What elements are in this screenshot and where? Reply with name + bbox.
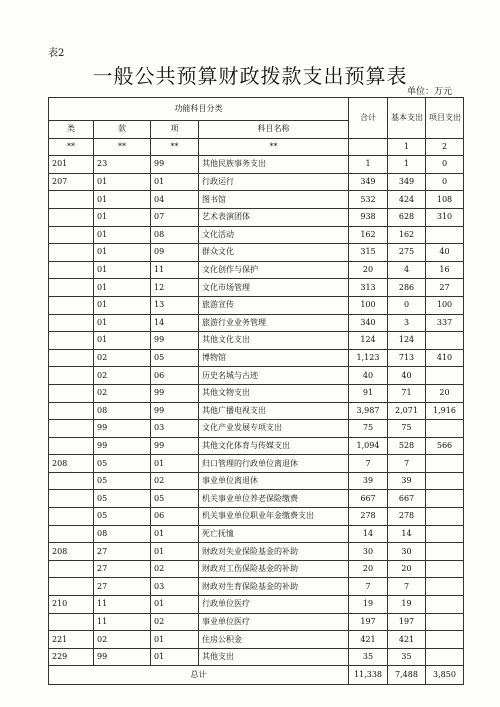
header-row-group — [49, 98, 464, 121]
cell-lei: 210 — [49, 596, 94, 614]
cell-total: 124 — [349, 332, 388, 350]
cell-lei: 208 — [49, 543, 94, 561]
marker-lei: ** — [49, 138, 94, 156]
table-row — [49, 472, 464, 490]
table-number: 表2 — [48, 48, 65, 59]
cell-lei — [49, 560, 94, 578]
cell-kuan: 01 — [94, 208, 151, 226]
marker-name: ** — [199, 138, 349, 156]
cell-xiang: 01 — [151, 525, 199, 543]
cell-lei — [49, 332, 94, 350]
table-row — [49, 314, 464, 332]
cell-lei — [49, 402, 94, 420]
cell-name: 机关事业单位养老保险缴费 — [199, 490, 349, 508]
marker-basic: 1 — [388, 138, 426, 156]
cell-kuan: 01 — [94, 244, 151, 262]
table-row — [49, 349, 464, 367]
cell-xiang: 01 — [151, 596, 199, 614]
cell-project — [426, 578, 464, 596]
cell-xiang: 03 — [151, 578, 199, 596]
cell-kuan: 01 — [94, 279, 151, 297]
cell-basic: 39 — [388, 472, 426, 490]
total-total: 11,338 — [349, 666, 388, 685]
cell-basic: 40 — [388, 367, 426, 385]
cell-kuan: 08 — [94, 525, 151, 543]
cell-total: 938 — [349, 208, 388, 226]
cell-project — [426, 560, 464, 578]
cell-project: 27 — [426, 279, 464, 297]
cell-lei — [49, 244, 94, 262]
cell-name: 财政对生育保险基金的补助 — [199, 578, 349, 596]
cell-kuan: 01 — [94, 173, 151, 191]
cell-total: 3,987 — [349, 402, 388, 420]
cell-project: 100 — [426, 296, 464, 314]
cell-name: 其他文化体育与传媒支出 — [199, 437, 349, 455]
cell-project: 337 — [426, 314, 464, 332]
table-row — [49, 296, 464, 314]
cell-total: 20 — [349, 560, 388, 578]
cell-basic: 20 — [388, 560, 426, 578]
cell-lei — [49, 208, 94, 226]
cell-total: 7 — [349, 455, 388, 473]
cell-kuan: 02 — [94, 631, 151, 649]
table-row — [49, 402, 464, 420]
cell-basic: 421 — [388, 631, 426, 649]
cell-lei — [49, 226, 94, 244]
cell-xiang: 01 — [151, 455, 199, 473]
cell-basic: 3 — [388, 314, 426, 332]
cell-basic: 124 — [388, 332, 426, 350]
cell-basic: 275 — [388, 244, 426, 262]
cell-kuan: 23 — [94, 156, 151, 174]
table-row — [49, 455, 464, 473]
cell-lei — [49, 472, 94, 490]
cell-project: 108 — [426, 191, 464, 209]
cell-xiang: 02 — [151, 472, 199, 490]
cell-xiang: 13 — [151, 296, 199, 314]
cell-basic: 7 — [388, 578, 426, 596]
table-row — [49, 631, 464, 649]
cell-project — [426, 455, 464, 473]
cell-total: 40 — [349, 367, 388, 385]
table-row — [49, 420, 464, 438]
table-row — [49, 613, 464, 631]
cell-total: 313 — [349, 279, 388, 297]
cell-name: 其他文化支出 — [199, 332, 349, 350]
header-row-markers — [49, 138, 464, 156]
cell-xiang: 02 — [151, 613, 199, 631]
header-group: 功能科目分类 — [49, 98, 349, 121]
cell-name: 艺术表演团体 — [199, 208, 349, 226]
cell-name: 文化产业发展专项支出 — [199, 420, 349, 438]
budget-table — [48, 97, 464, 685]
cell-name: 死亡抚恤 — [199, 525, 349, 543]
header-name: 科目名称 — [199, 121, 349, 139]
cell-kuan: 01 — [94, 296, 151, 314]
cell-project — [426, 648, 464, 666]
table-row — [49, 508, 464, 526]
cell-lei: 221 — [49, 631, 94, 649]
cell-kuan: 02 — [94, 367, 151, 385]
cell-basic: 286 — [388, 279, 426, 297]
header-project: 项目支出 — [426, 98, 464, 139]
table-row — [49, 173, 464, 191]
cell-project: 0 — [426, 156, 464, 174]
cell-xiang: 04 — [151, 191, 199, 209]
cell-basic: 424 — [388, 191, 426, 209]
cell-total: 30 — [349, 543, 388, 561]
marker-xiang: ** — [151, 138, 199, 156]
cell-total: 197 — [349, 613, 388, 631]
cell-project: 410 — [426, 349, 464, 367]
cell-lei — [49, 349, 94, 367]
total-basic: 7,488 — [388, 666, 426, 685]
cell-xiang: 01 — [151, 631, 199, 649]
cell-name: 行政单位医疗 — [199, 596, 349, 614]
cell-total: 1,094 — [349, 437, 388, 455]
cell-project — [426, 525, 464, 543]
cell-total: 14 — [349, 525, 388, 543]
cell-total: 75 — [349, 420, 388, 438]
cell-lei — [49, 613, 94, 631]
cell-name: 事业单位医疗 — [199, 613, 349, 631]
cell-kuan: 27 — [94, 560, 151, 578]
cell-lei — [49, 578, 94, 596]
header-xiang: 项 — [151, 121, 199, 139]
cell-project: 20 — [426, 384, 464, 402]
cell-kuan: 05 — [94, 455, 151, 473]
header-kuan: 款 — [94, 121, 151, 139]
cell-total: 340 — [349, 314, 388, 332]
cell-basic: 197 — [388, 613, 426, 631]
cell-xiang: 01 — [151, 648, 199, 666]
cell-xiang: 99 — [151, 332, 199, 350]
cell-project: 0 — [426, 173, 464, 191]
cell-basic: 0 — [388, 296, 426, 314]
cell-lei — [49, 490, 94, 508]
table-row — [49, 208, 464, 226]
cell-name: 博物馆 — [199, 349, 349, 367]
cell-total: 421 — [349, 631, 388, 649]
cell-project — [426, 543, 464, 561]
cell-basic: 35 — [388, 648, 426, 666]
cell-basic: 713 — [388, 349, 426, 367]
header-total: 合计 — [349, 98, 388, 139]
table-row — [49, 648, 464, 666]
cell-project — [426, 631, 464, 649]
cell-kuan: 01 — [94, 191, 151, 209]
unit-label: 单位：万元 — [406, 87, 452, 97]
cell-xiang: 05 — [151, 349, 199, 367]
cell-lei — [49, 296, 94, 314]
marker-kuan: ** — [94, 138, 151, 156]
cell-kuan: 27 — [94, 543, 151, 561]
cell-lei — [49, 420, 94, 438]
cell-total: 667 — [349, 490, 388, 508]
cell-kuan: 27 — [94, 578, 151, 596]
cell-lei — [49, 508, 94, 526]
table-row — [49, 191, 464, 209]
cell-kuan: 99 — [94, 648, 151, 666]
cell-project — [426, 508, 464, 526]
cell-project — [426, 226, 464, 244]
cell-name: 旅游行业业务管理 — [199, 314, 349, 332]
cell-basic: 628 — [388, 208, 426, 226]
cell-name: 住房公积金 — [199, 631, 349, 649]
cell-basic: 4 — [388, 261, 426, 279]
cell-kuan: 02 — [94, 349, 151, 367]
cell-total: 19 — [349, 596, 388, 614]
cell-project: 310 — [426, 208, 464, 226]
cell-xiang: 12 — [151, 279, 199, 297]
cell-name: 群众文化 — [199, 244, 349, 262]
total-row — [49, 666, 464, 685]
cell-total: 532 — [349, 191, 388, 209]
cell-project: 1,916 — [426, 402, 464, 420]
table-row — [49, 332, 464, 350]
cell-basic: 162 — [388, 226, 426, 244]
cell-lei — [49, 261, 94, 279]
cell-lei — [49, 191, 94, 209]
cell-project — [426, 472, 464, 490]
table-row — [49, 560, 464, 578]
cell-total: 315 — [349, 244, 388, 262]
cell-basic: 667 — [388, 490, 426, 508]
cell-kuan: 99 — [94, 437, 151, 455]
cell-kuan: 11 — [94, 613, 151, 631]
cell-lei — [49, 314, 94, 332]
cell-kuan: 99 — [94, 420, 151, 438]
cell-name: 旅游宣传 — [199, 296, 349, 314]
cell-name: 文化市场管理 — [199, 279, 349, 297]
cell-xiang: 99 — [151, 156, 199, 174]
cell-xiang: 14 — [151, 314, 199, 332]
cell-kuan: 05 — [94, 508, 151, 526]
header-lei: 类 — [49, 121, 94, 139]
cell-kuan: 01 — [94, 226, 151, 244]
table-row — [49, 367, 464, 385]
cell-xiang: 05 — [151, 490, 199, 508]
cell-kuan: 01 — [94, 332, 151, 350]
cell-name: 图书馆 — [199, 191, 349, 209]
table-row — [49, 543, 464, 561]
cell-lei — [49, 525, 94, 543]
cell-lei — [49, 437, 94, 455]
cell-project — [426, 420, 464, 438]
table-row — [49, 279, 464, 297]
cell-xiang: 07 — [151, 208, 199, 226]
page-title: 一般公共预算财政拨款支出预算表 — [92, 64, 408, 88]
cell-project — [426, 332, 464, 350]
header-basic: 基本支出 — [388, 98, 426, 139]
cell-xiang: 03 — [151, 420, 199, 438]
cell-total: 20 — [349, 261, 388, 279]
cell-lei: 229 — [49, 648, 94, 666]
cell-kuan: 01 — [94, 314, 151, 332]
cell-basic: 528 — [388, 437, 426, 455]
cell-kuan: 11 — [94, 596, 151, 614]
cell-project: 40 — [426, 244, 464, 262]
cell-xiang: 01 — [151, 173, 199, 191]
marker-project: 2 — [426, 138, 464, 156]
cell-basic: 75 — [388, 420, 426, 438]
table-row — [49, 578, 464, 596]
cell-kuan: 05 — [94, 490, 151, 508]
cell-xiang: 99 — [151, 384, 199, 402]
cell-name: 其他支出 — [199, 648, 349, 666]
cell-xiang: 06 — [151, 508, 199, 526]
table-row — [49, 490, 464, 508]
cell-name: 行政运行 — [199, 173, 349, 191]
cell-name: 其他民族事务支出 — [199, 156, 349, 174]
cell-basic: 71 — [388, 384, 426, 402]
cell-project — [426, 613, 464, 631]
cell-xiang: 01 — [151, 543, 199, 561]
cell-total: 1,123 — [349, 349, 388, 367]
cell-basic: 2,071 — [388, 402, 426, 420]
cell-project — [426, 596, 464, 614]
total-project: 3,850 — [426, 666, 464, 685]
cell-kuan: 02 — [94, 384, 151, 402]
cell-basic: 7 — [388, 455, 426, 473]
cell-total: 91 — [349, 384, 388, 402]
table-row — [49, 244, 464, 262]
cell-name: 事业单位离退休 — [199, 472, 349, 490]
cell-project: 566 — [426, 437, 464, 455]
marker-total — [349, 138, 388, 156]
cell-xiang: 99 — [151, 437, 199, 455]
table-row — [49, 226, 464, 244]
cell-name: 其他广播电视支出 — [199, 402, 349, 420]
cell-kuan: 05 — [94, 472, 151, 490]
table-row — [49, 261, 464, 279]
cell-project — [426, 367, 464, 385]
cell-total: 278 — [349, 508, 388, 526]
cell-total: 1 — [349, 156, 388, 174]
cell-project — [426, 490, 464, 508]
table-row — [49, 156, 464, 174]
cell-lei: 208 — [49, 455, 94, 473]
cell-name: 财政对失业保险基金的补助 — [199, 543, 349, 561]
cell-total: 7 — [349, 578, 388, 596]
cell-lei — [49, 279, 94, 297]
cell-xiang: 08 — [151, 226, 199, 244]
table-row — [49, 596, 464, 614]
cell-total: 349 — [349, 173, 388, 191]
table-row — [49, 384, 464, 402]
total-label: 总计 — [49, 666, 349, 685]
cell-lei — [49, 367, 94, 385]
cell-name: 机关事业单位职业年金缴费支出 — [199, 508, 349, 526]
cell-lei — [49, 384, 94, 402]
cell-xiang: 99 — [151, 402, 199, 420]
cell-name: 历史名城与古迹 — [199, 367, 349, 385]
cell-total: 39 — [349, 472, 388, 490]
cell-xiang: 02 — [151, 560, 199, 578]
cell-basic: 349 — [388, 173, 426, 191]
cell-basic: 278 — [388, 508, 426, 526]
cell-xiang: 06 — [151, 367, 199, 385]
cell-total: 35 — [349, 648, 388, 666]
cell-total: 100 — [349, 296, 388, 314]
cell-lei: 207 — [49, 173, 94, 191]
cell-basic: 30 — [388, 543, 426, 561]
cell-project: 16 — [426, 261, 464, 279]
cell-lei: 201 — [49, 156, 94, 174]
cell-name: 归口管理的行政单位离退休 — [199, 455, 349, 473]
cell-kuan: 01 — [94, 261, 151, 279]
cell-total: 162 — [349, 226, 388, 244]
cell-xiang: 09 — [151, 244, 199, 262]
cell-xiang: 11 — [151, 261, 199, 279]
cell-basic: 1 — [388, 156, 426, 174]
cell-name: 文化创作与保护 — [199, 261, 349, 279]
cell-basic: 14 — [388, 525, 426, 543]
cell-kuan: 08 — [94, 402, 151, 420]
cell-name: 财政对工伤保险基金的补助 — [199, 560, 349, 578]
cell-name: 其他文物支出 — [199, 384, 349, 402]
cell-name: 文化活动 — [199, 226, 349, 244]
table-row — [49, 525, 464, 543]
cell-basic: 19 — [388, 596, 426, 614]
table-row — [49, 437, 464, 455]
